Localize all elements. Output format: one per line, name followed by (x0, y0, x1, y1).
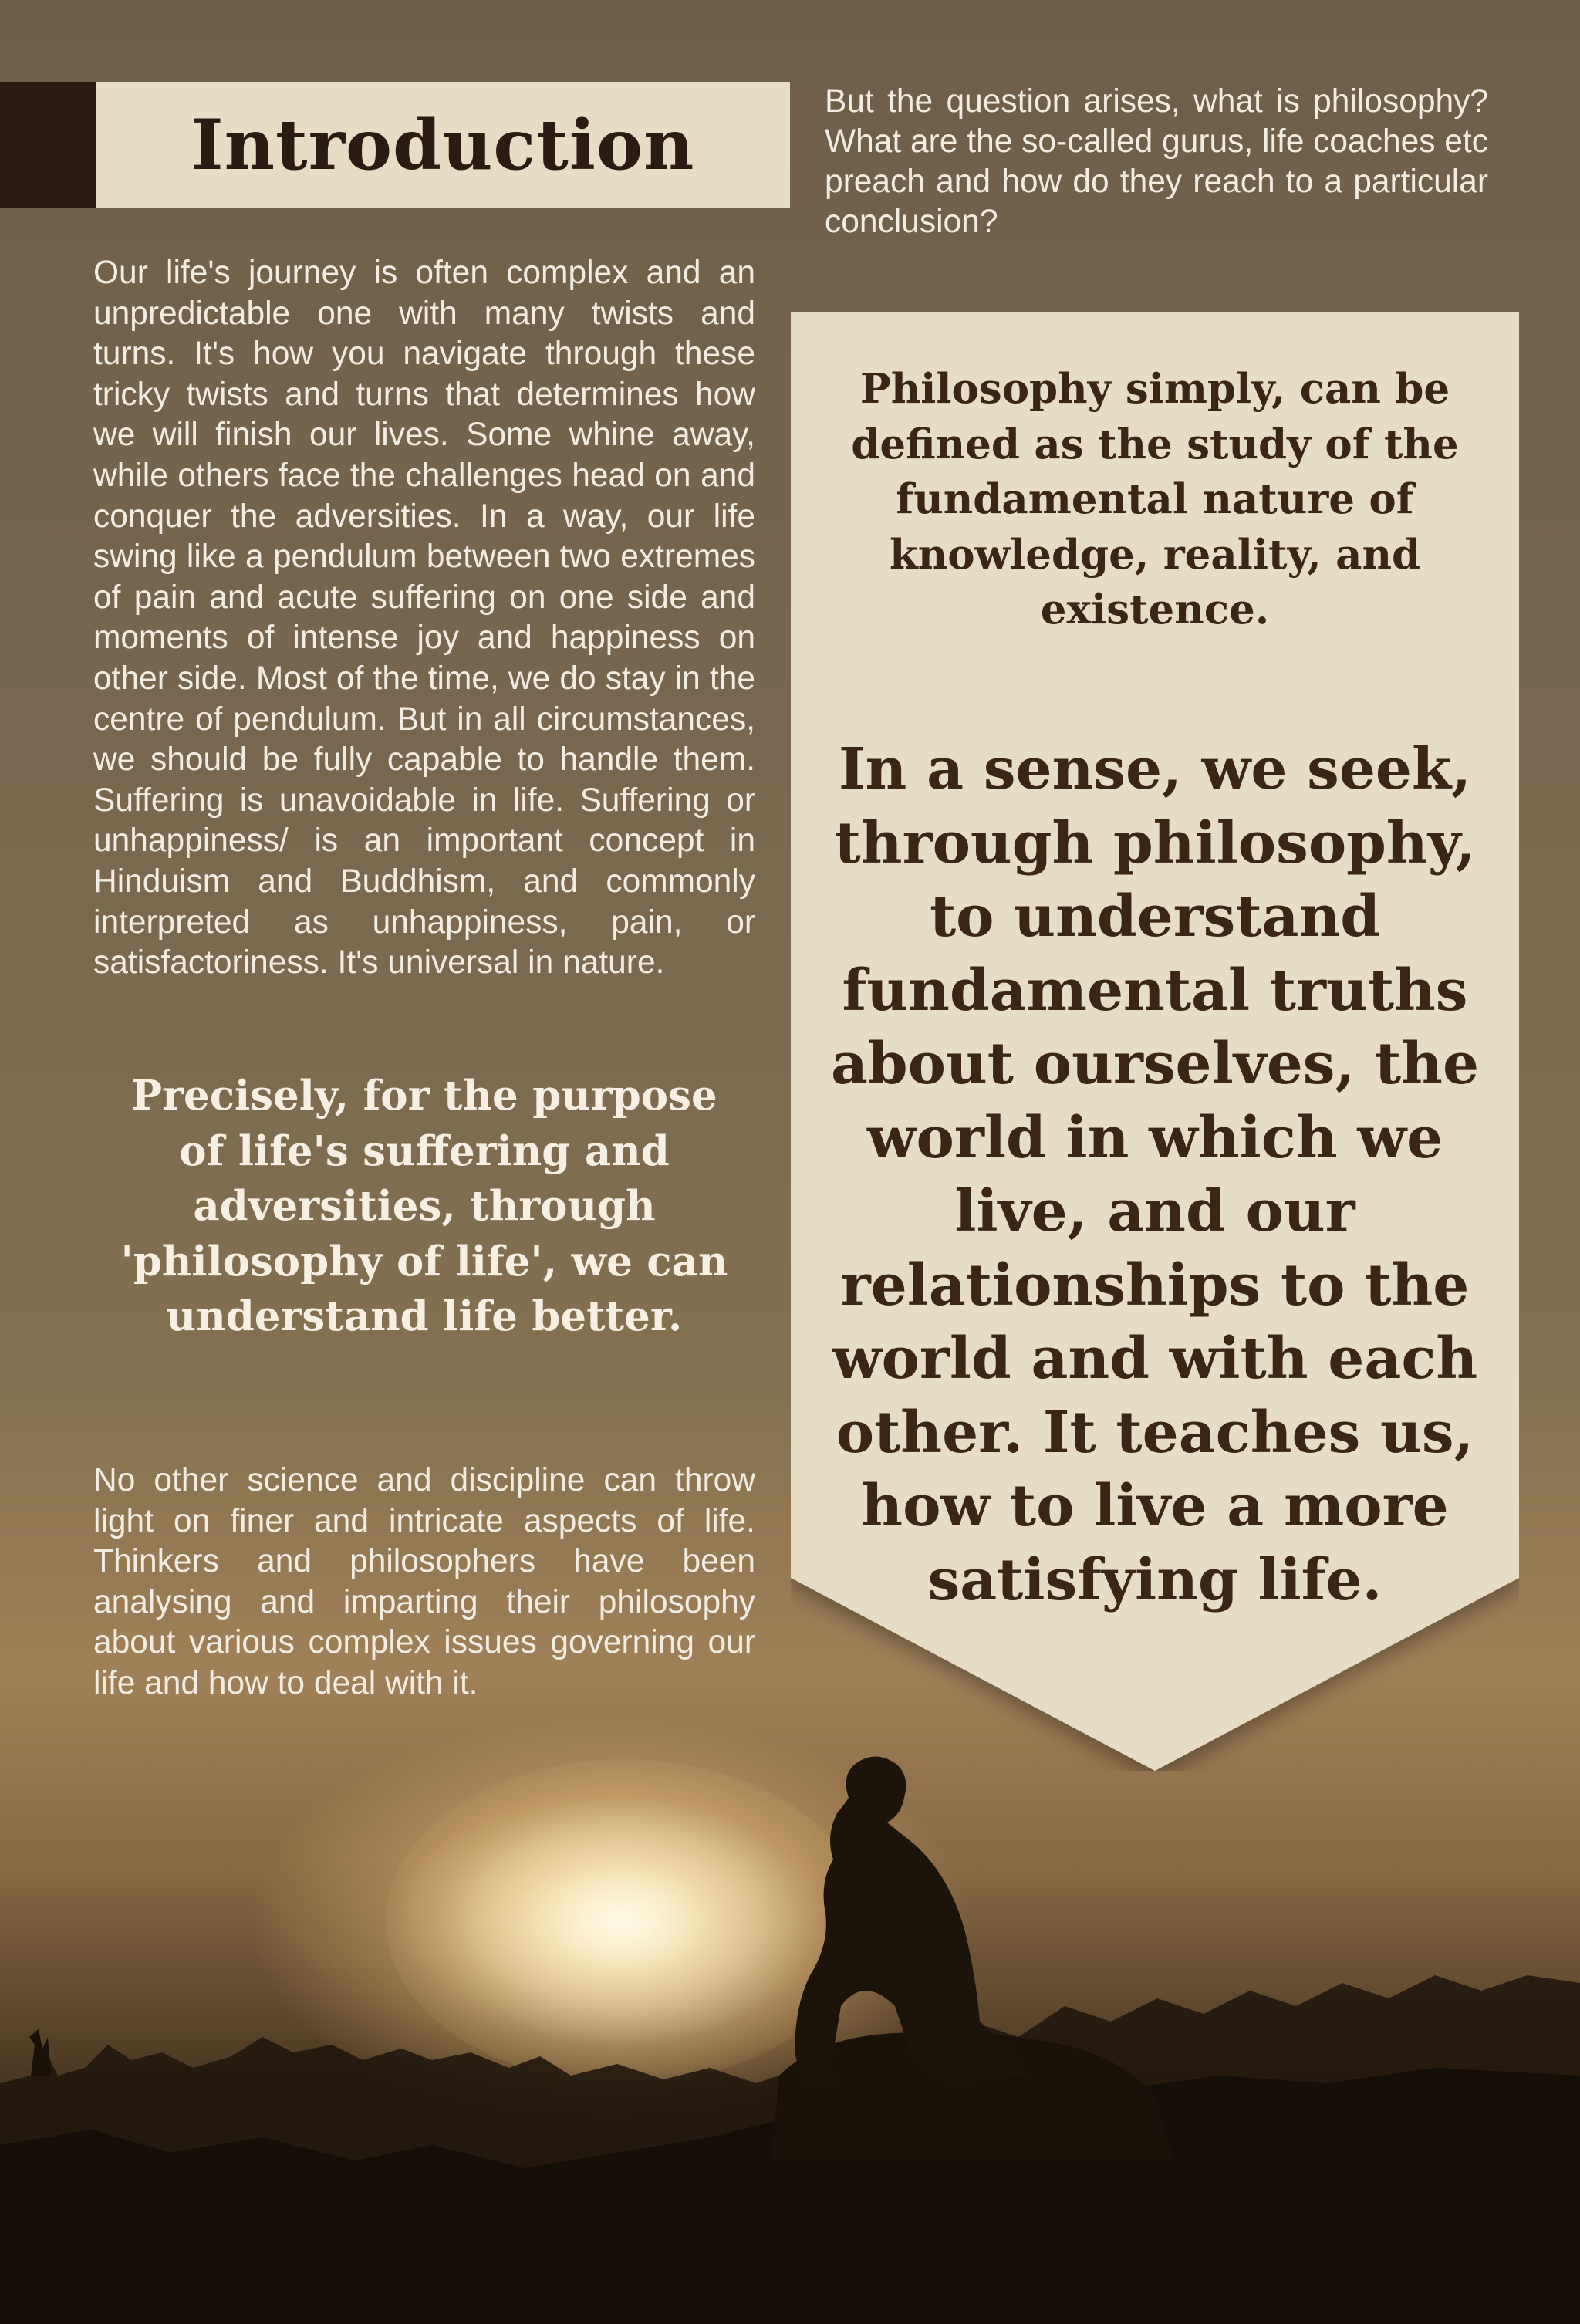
philosophy-definition: Philosophy simply, can be defined as the study of the fundamental nature of knowledge, reality, and existence. (851, 365, 1459, 633)
intro-paragraph-1: Our life's journey is often complex and an unpredictable one with many twists and turns. It's how you navigate through these tricky twists and turns that determines how we will finish our lives. Some whine away, while others face the challenges head on and conquer the adversities. In a way, our life swing like a pendulum between two extremes of pain and acute suffering on one side and moments of intense joy and happiness on other side. Most of the time, we do stay in the centre of pendulum. But in all circumstances, we should be fully capable to handle them. Suffering is unavoidable in life. Suffering or unhappiness/ is an important concept in Hinduism and Buddhism, and commonly interpreted as unhappiness, pain, or satisfactoriness. It's universal in nature. (93, 255, 755, 981)
pull-quote-philosophy-of-life: Precisely, for the purpose of life's suffering and adversities, through 'philosophy of life', we can understand life better. (120, 1072, 728, 1340)
philosophy-purpose-statement: In a sense, we seek, through philosophy, to understand fundamental truths about ourselves, the world in which we live, and our relationships to the world and with each other. It teaches us, how to live a more satisfying life. (830, 736, 1480, 1613)
plant-silhouette (29, 2029, 51, 2076)
definition-callout (791, 312, 1519, 1771)
title-banner (96, 82, 790, 208)
page-title: Introduction (191, 103, 695, 186)
title-accent-bar (0, 82, 96, 208)
intro-paragraph-2: No other science and discipline can throw light on finer and intricate aspects of life. Thinkers and philosophers have been analysing and imparting their philosophy about various complex issues governing our life and how to deal with it. (93, 1462, 755, 1701)
question-paragraph: But the question arises, what is philosophy? What are the so-called gurus, life coaches etc preach and how do they reach to a particular conclusion? (825, 83, 1488, 240)
thinker-silhouette (795, 1757, 1026, 2084)
